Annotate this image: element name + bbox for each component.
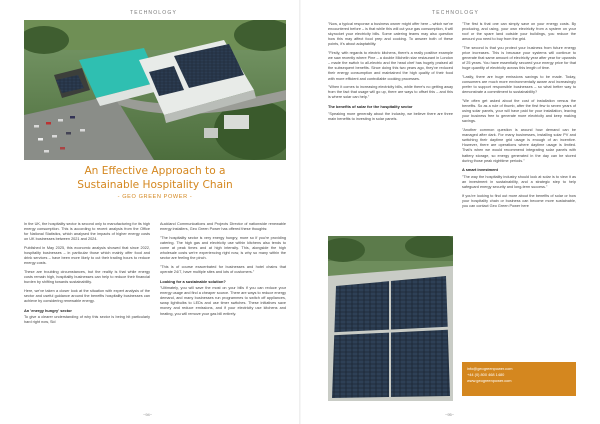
paragraph: To give a clearer understanding of why this sector is being hit particularly hard right now, Sid (24, 315, 150, 325)
contact-box (462, 362, 576, 396)
contact-phone: +44 (0) 800 468 1480 (467, 372, 505, 378)
aerial-photo-illustration (24, 20, 286, 160)
paragraph: "Lastly, there are huge emissions savings to be made. Today, consumers are much more environmentally aware and increasingly prefer to support responsible businesses – so what better way to demonstrate a commitment to sustainability? (462, 75, 576, 95)
section-heading: An 'energy hungry' sector (24, 307, 72, 313)
page-number-left: ~94~ (143, 412, 153, 417)
paragraph: "The hospitality sector is very energy hungry, more so if you're providing catering. The high gas and electricity use within kitchens also tends to come at peak times and at high intensity. This, alongside the high wholesale costs we're experiencing right now, is why so many within the sector are feeling the pinch. (160, 235, 286, 261)
paragraph: "The way the hospitality industry should look at solar is to view it as an investment in sustainability, and a strategic step to help safeguard energy security and long-term success." (462, 174, 576, 189)
left-column-2 (160, 222, 286, 320)
paragraph: Here, we've taken a closer look at the situation with expert analysis of the sector and useful guidance around the benefits hospitality businesses can achieve by considering renewable energy. (24, 288, 150, 303)
right-column-1 (328, 22, 453, 125)
page-gutter (299, 0, 301, 424)
right-column-2 (462, 22, 576, 213)
running-head-left: TECHNOLOGY (130, 10, 178, 16)
paragraph: "The first is that one can simply save on your energy costs. By producing, and using, your own electricity from a system on your roof or the spare land outside your buildings, you reduce the amount you need to buy from the grid. (462, 22, 576, 42)
running-head-right: TECHNOLOGY (432, 10, 480, 16)
paragraph: Auckland Communications and Projects Director of nationwide renewable energy installers, Geo Green Power has offered these thoughts: (160, 222, 286, 232)
paragraph: "The second is that you protect your business from future energy price increases. This is because your systems will continue to generate that same amount of electricity year after year for upwards of 25 years. You have essentially secured your energy price for that huge quantity of electricity across this length of time. (462, 45, 576, 71)
paragraph: "Now, a typical response a business owner might offer here – which we've encountered before – is that while this will cut your gas consumption, it will skyrocket your electricity bills. Some catering teams may also question how this may affect food prep and cooking. To answer both of these points, it's about adaptability. (328, 22, 453, 47)
article-byline: - GEO GREEN POWER - (117, 194, 193, 200)
section-heading: Looking for a sustainable solution? (160, 278, 226, 284)
paragraph: "Ultimately, you will save the most on your bills if you can reduce your energy usage and find a cheaper source. There are ways to reduce energy demand, and many businesses run programmes to switch off appliances, swap lightbulbs to LEDs and use timer switches. These initiatives save money and reduce emissions, and if your electricity use kitchens and heating, you will remove your gas bill entirely. (160, 286, 286, 316)
aerial-photo-solar-buildings (24, 20, 286, 160)
article-title (24, 165, 286, 192)
paragraph: In the UK, the hospitality sector is second only to manufacturing for its high energy consumption. This is according to recent analysis from the Office for National Statistics, which analysed the impacts of higher energy costs on UK businesses between 2021 and 2024. (24, 222, 150, 242)
section-heading: The benefits of solar for the hospitality sector (328, 104, 413, 110)
paragraph: If you're looking to find out more about the benefits of solar or how your hospitality chain or business can become more sustainable, you can contact Geo Green Power here (462, 193, 576, 208)
paragraph: "This is of course exacerbated for businesses and hotel chains that operate 24/7, have multiple sites and lots of customers." (160, 264, 286, 274)
paragraph: Published in May 2025, this economic analysis showed that since 2022, hospitality businesses – in particular those which mainly offer food and drink services – have been more likely to cut their trading hours to reduce energy costs. (24, 245, 150, 266)
page-number-right: ~95~ (445, 412, 455, 417)
rooftop-photo-illustration (328, 236, 453, 401)
solar-panel-rooftop-photo (328, 236, 453, 401)
paragraph: "When it comes to increasing electricity bills, while there's no getting away from the fact that usage will go up, there are ways to offset this – and this is where solar can help." (328, 85, 453, 100)
left-column-1 (24, 222, 150, 329)
contact-website-link[interactable]: www.geogreenpower.com (467, 378, 512, 384)
contact-email-link[interactable]: info@geogreenpower.com (467, 366, 513, 371)
paragraph: These are troubling circumstances, but the reality is that while energy costs remain high, hospitality businesses can help to reduce their financial burden by shifting towards sustainability. (24, 269, 150, 285)
article-title-line2: Sustainable Hospitality Chain (77, 178, 233, 191)
article-title-line1: An Effective Approach to a (84, 165, 226, 177)
paragraph: "Firstly, with regards to electric kitchens, there's a really positive example we saw recently where Pine – a double Michelin star restaurant in London – made the switch to all-electric and the head chef has hugely praised all the subsequent benefits. Since doing this two years ago, they've reduced their energy consumption and maintained the high quality of their food with more efficient and controllable cooking processes. (328, 51, 453, 81)
section-heading: A smart investment (462, 167, 498, 173)
paragraph: "Speaking more generally about the industry, we believe there are three main benefits to investing in solar panels. (328, 111, 453, 121)
paragraph: "We often get asked about the cost of installation versus the benefits. So as a rule of thumb, after the first few to seven years of using solar panels, your will have paid for your installation, leaving your business free to generate more electricity and keep making savings. (462, 99, 576, 124)
paragraph: "Another common question is around how demand can be managed after dark. For many businesses, installing solar PV and switching their daytime grid usage is enough of an incentive. However, there are operations where daytime usage is limited. That's when we would recommend integrating solar panels with battery storage, so energy generated in the day can be stored during those peak nighttime periods." (462, 128, 576, 163)
